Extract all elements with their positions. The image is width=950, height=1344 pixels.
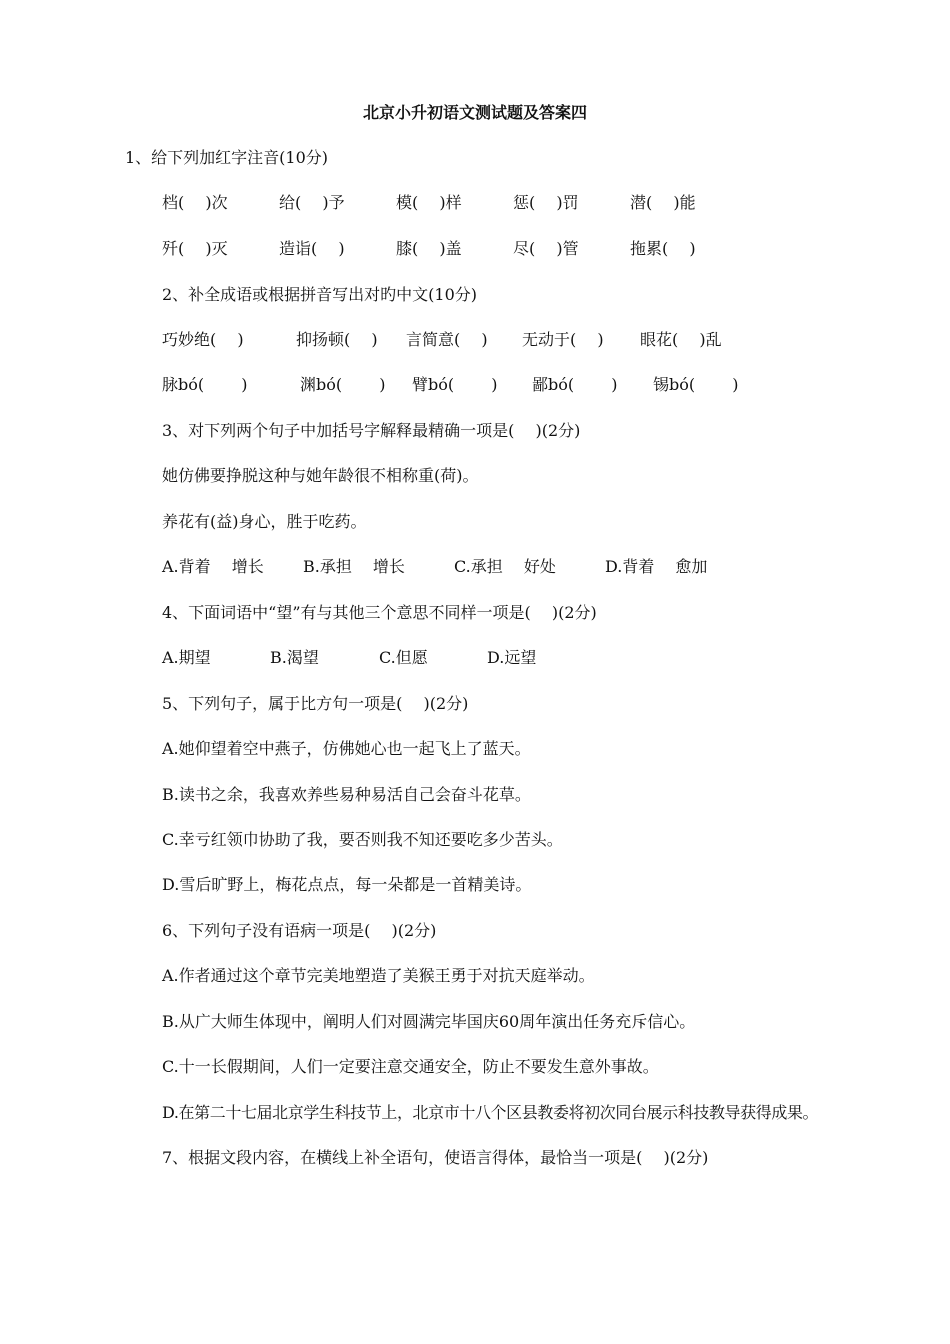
q1-item: 模( )样 [396, 193, 462, 212]
q1-item: 膝( )盖 [396, 239, 462, 258]
question-1-row-1 [0, 191, 950, 215]
q4-option-a: A.期望 [162, 648, 211, 667]
q5-option-b: B.读书之余，我喜欢养些易种易活自己会奋斗花草。 [162, 785, 531, 804]
q2-item: 言简意( ) [406, 330, 488, 349]
q2-item: 抑扬顿( ) [296, 330, 378, 349]
q1-item: 档( )次 [162, 193, 228, 212]
q4-option-b: B.渴望 [270, 648, 319, 667]
q5-option-a: A.她仰望着空中燕子，仿佛她心也一起飞上了蓝天。 [162, 739, 531, 758]
question-3-options [0, 555, 950, 579]
q2-item: 巧妙绝( ) [162, 330, 244, 349]
question-3-sentence-1: 她仿佛要挣脱这种与她年龄很不相称重(荷)。 [162, 466, 479, 485]
q6-option-c: C.十一长假期间，人们一定要注意交通安全，防止不要发生意外事故。 [162, 1057, 659, 1076]
q2-item: 脉bó( ) [162, 375, 248, 394]
question-2-stem: 2、补全成语或根据拼音写出对旳中文(10分) [162, 285, 478, 304]
q4-option-c: C.但愿 [379, 648, 428, 667]
q1-item: 惩( )罚 [513, 193, 579, 212]
question-1-row-2 [0, 237, 950, 261]
q1-item: 尽( )管 [513, 239, 579, 258]
question-2-row-1 [0, 328, 950, 352]
q6-option-b: B.从广大师生体现中，阐明人们对圆满完毕国庆60周年演出任务充斥信心。 [162, 1012, 696, 1031]
question-5-stem: 5、下列句子，属于比方句一项是( )(2分) [162, 694, 469, 713]
q5-option-d: D.雪后旷野上，梅花点点，每一朵都是一首精美诗。 [162, 875, 532, 894]
q1-item: 潜( )能 [630, 193, 696, 212]
q6-option-d: D.在第二十七届北京学生科技节上，北京市十八个区县教委将初次同台展示科技教导获得成果。 [162, 1103, 819, 1122]
question-7-stem: 7、根据文段内容，在横线上补全语句，使语言得体，最恰当一项是( )(2分) [162, 1148, 709, 1167]
q2-item: 渊bó( ) [300, 375, 386, 394]
q3-option-d: D.背着 愈加 [605, 557, 708, 576]
page-title: 北京小升初语文测试题及答案四 [362, 103, 587, 122]
q4-option-d: D.远望 [487, 648, 537, 667]
question-3-sentence-2: 养花有(益)身心，胜于吃药。 [162, 512, 367, 531]
question-3-stem: 3、对下列两个句子中加括号字解释最精确一项是( )(2分) [162, 421, 581, 440]
q2-item: 鄙bó( ) [532, 375, 618, 394]
question-4-options [0, 646, 950, 670]
q1-item: 造诣( ) [279, 239, 345, 258]
q6-option-a: A.作者通过这个章节完美地塑造了美猴王勇于对抗天庭举动。 [162, 966, 595, 985]
q2-item: 无动于( ) [522, 330, 604, 349]
q3-option-c: C.承担 好处 [454, 557, 556, 576]
question-1-stem: 1、给下列加红字注音(10分) [125, 148, 329, 167]
q3-option-a: A.背着 增长 [162, 557, 264, 576]
question-4-stem: 4、下面词语中“望”有与其他三个意思不同样一项是( )(2分) [162, 603, 597, 622]
q1-item: 拖累( ) [630, 239, 696, 258]
q1-item: 歼( )灭 [162, 239, 228, 258]
q5-option-c: C.幸亏红领巾协助了我，要否则我不知还要吃多少苦头。 [162, 830, 563, 849]
question-2-row-2 [0, 373, 950, 397]
q2-item: 臂bó( ) [412, 375, 498, 394]
q3-option-b: B.承担 增长 [303, 557, 405, 576]
q2-item: 眼花( )乱 [640, 330, 722, 349]
q2-item: 锡bó( ) [653, 375, 739, 394]
q1-item: 给( )予 [279, 193, 345, 212]
question-6-stem: 6、下列句子没有语病一项是( )(2分) [162, 921, 437, 940]
